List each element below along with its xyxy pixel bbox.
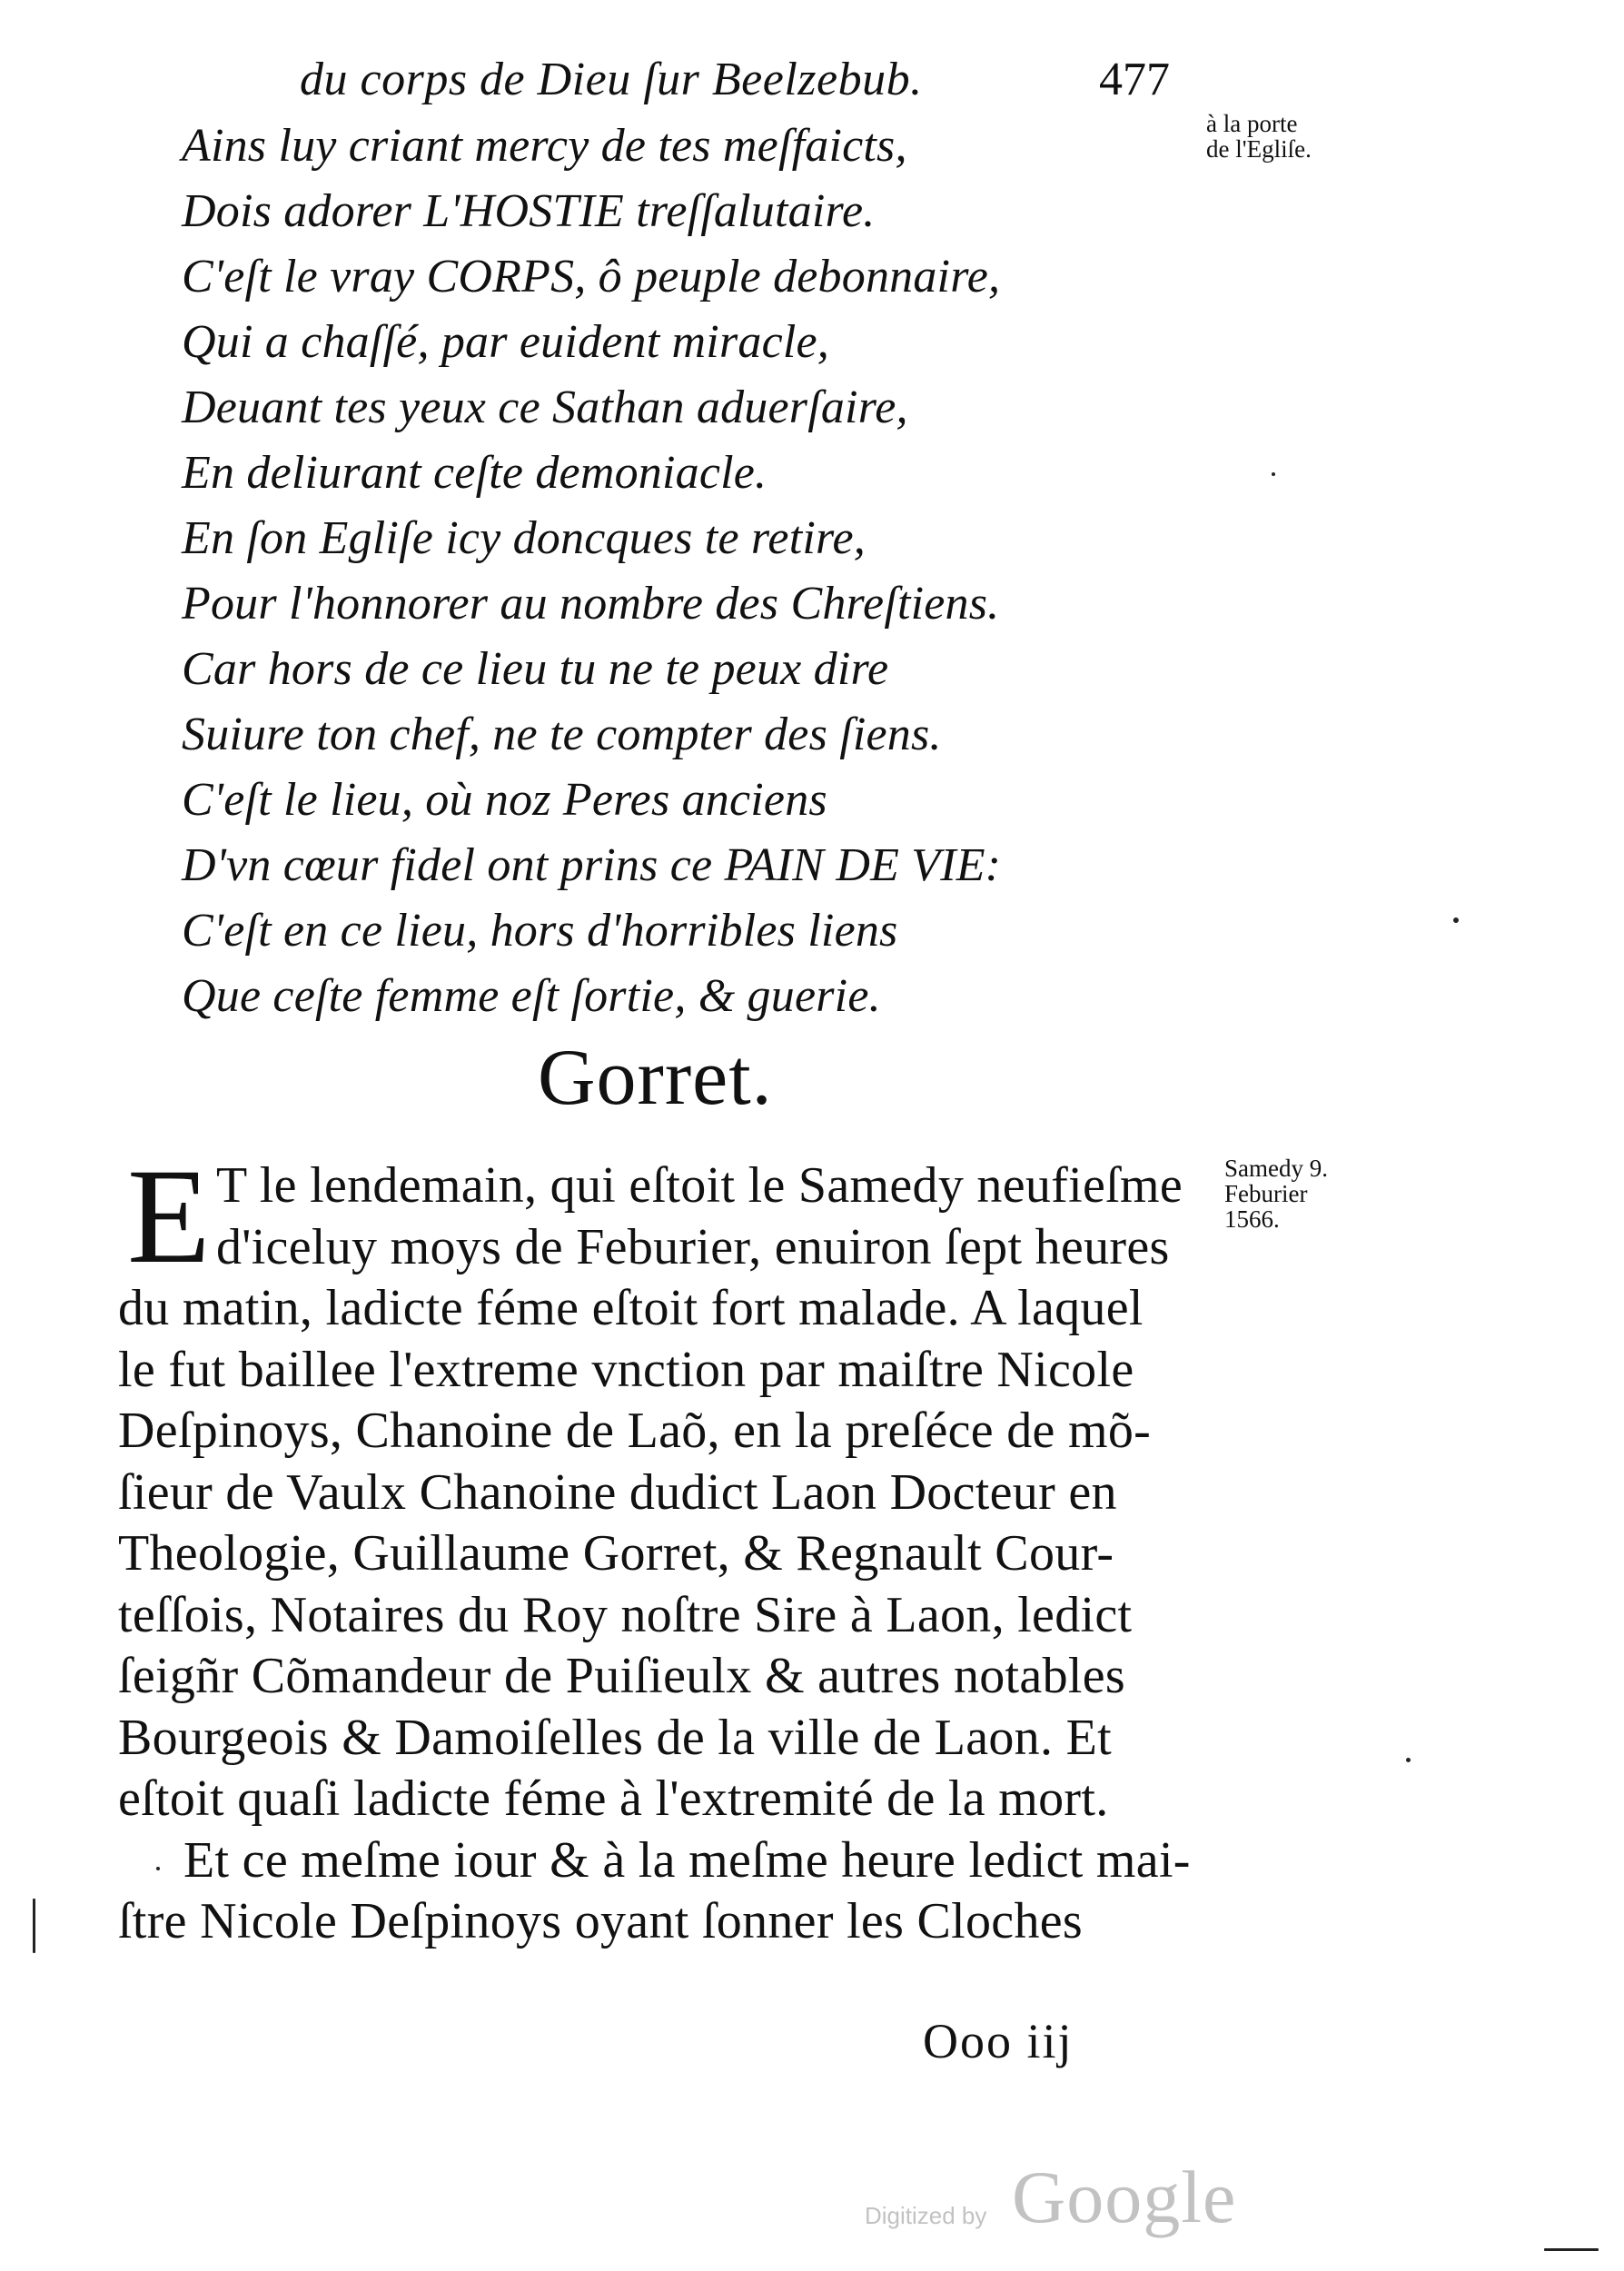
verse-line: C'eſt en ce lieu, hors d'horribles liens xyxy=(182,905,898,957)
prose-line: Et ce meſme iour & à la meſme heure ledict mai- xyxy=(183,1831,1191,1889)
prose-line: d'iceluy moys de Feburier, enuiron ſept heures xyxy=(216,1218,1170,1275)
prose-line: Deſpinoys, Chanoine de Laõ, en la preſéce de mõ- xyxy=(118,1403,1152,1459)
prose-line: ſieur de Vaulx Chanoine dudict Laon Docteur en xyxy=(118,1463,1117,1521)
margin-note-line: 1566. xyxy=(1224,1205,1280,1233)
verse-line: En deliurant ceſte demoniacle. xyxy=(182,447,767,499)
verse-line: Deuant tes yeux ce Sathan aduerſaire, xyxy=(182,382,908,433)
signature-mark: Ooo iij xyxy=(923,2014,1074,2068)
verse-block xyxy=(182,114,1181,1029)
margin-note-line: Samedy 9. xyxy=(1224,1155,1328,1182)
margin-note-date xyxy=(1224,1155,1328,1232)
scan-speck xyxy=(1406,1758,1411,1762)
running-head: du corps de Dieu ſur Beelzebub. xyxy=(300,54,923,105)
scan-speck xyxy=(33,1899,35,1953)
verse-line: Dois adorer L'HOSTIE treſſalutaire. xyxy=(182,185,876,237)
prose-line: le fut baillee l'extreme vnction par maiſtre Nicole xyxy=(118,1341,1134,1398)
prose-block xyxy=(118,1141,1235,1953)
prose-line: ſtre Nicole Deſpinoys oyant ſonner les Cloches xyxy=(118,1893,1083,1949)
verse-line: Pour l'honnorer au nombre des Chreſtiens. xyxy=(182,578,1000,630)
margin-note-line: à la porte xyxy=(1206,110,1298,137)
prose-line: Theologie, Guillaume Gorret, & Regnault Cour- xyxy=(118,1525,1114,1582)
verse-line: Que ceſte femme eſt ſortie, & guerie. xyxy=(182,970,881,1022)
margin-note-porte xyxy=(1206,111,1312,162)
scan-speck xyxy=(1272,472,1275,476)
scan-speck xyxy=(1453,917,1459,923)
scan-speck xyxy=(156,1867,160,1870)
google-logo: Google xyxy=(1012,2156,1237,2238)
page-number: 477 xyxy=(1099,54,1170,105)
margin-note-line: Feburier xyxy=(1224,1180,1308,1207)
scan-speck xyxy=(1544,2248,1599,2251)
page-header xyxy=(300,53,1208,116)
prose-line: ſeigñr Cõmandeur de Puiſieulx & autres notables xyxy=(118,1648,1125,1704)
prose-line: Bourgeois & Damoiſelles de la ville de Laon. Et xyxy=(118,1709,1112,1766)
margin-note-line: de l'Egliſe. xyxy=(1206,135,1312,163)
watermark-prefix: Digitized by xyxy=(865,2202,987,2229)
prose-line: teſſois, Notaires du Roy noſtre Sire à Laon, ledict xyxy=(118,1586,1133,1643)
prose-line: du matin, ladicte féme eſtoit fort malade. A laquel xyxy=(118,1280,1144,1336)
verse-line: D'vn cœur fidel ont prins ce PAIN DE VIE: xyxy=(182,839,1002,891)
verse-line: C'eſt le lieu, où noz Peres anciens xyxy=(182,774,827,826)
verse-line: Qui a chaſſé, par euident miracle, xyxy=(182,316,829,368)
verse-line: Ains luy criant mercy de tes meſfaicts, xyxy=(182,120,907,172)
verse-line: Car hors de ce lieu tu ne te peux dire xyxy=(182,643,889,695)
prose-line: eſtoit quaſi ladicte féme à l'extremité de la mort. xyxy=(118,1770,1109,1827)
verse-line: Suiure ton chef, ne te compter des ſiens. xyxy=(182,709,942,760)
drop-cap: E xyxy=(127,1141,211,1292)
section-title: Gorret. xyxy=(538,1034,773,1122)
verse-line: C'eſt le vray CORPS, ô peuple debonnaire, xyxy=(182,251,1001,302)
verse-line: En ſon Egliſe icy doncques te retire, xyxy=(182,512,866,564)
prose-line: T le lendemain, qui eſtoit le Samedy neufieſme xyxy=(216,1157,1183,1214)
